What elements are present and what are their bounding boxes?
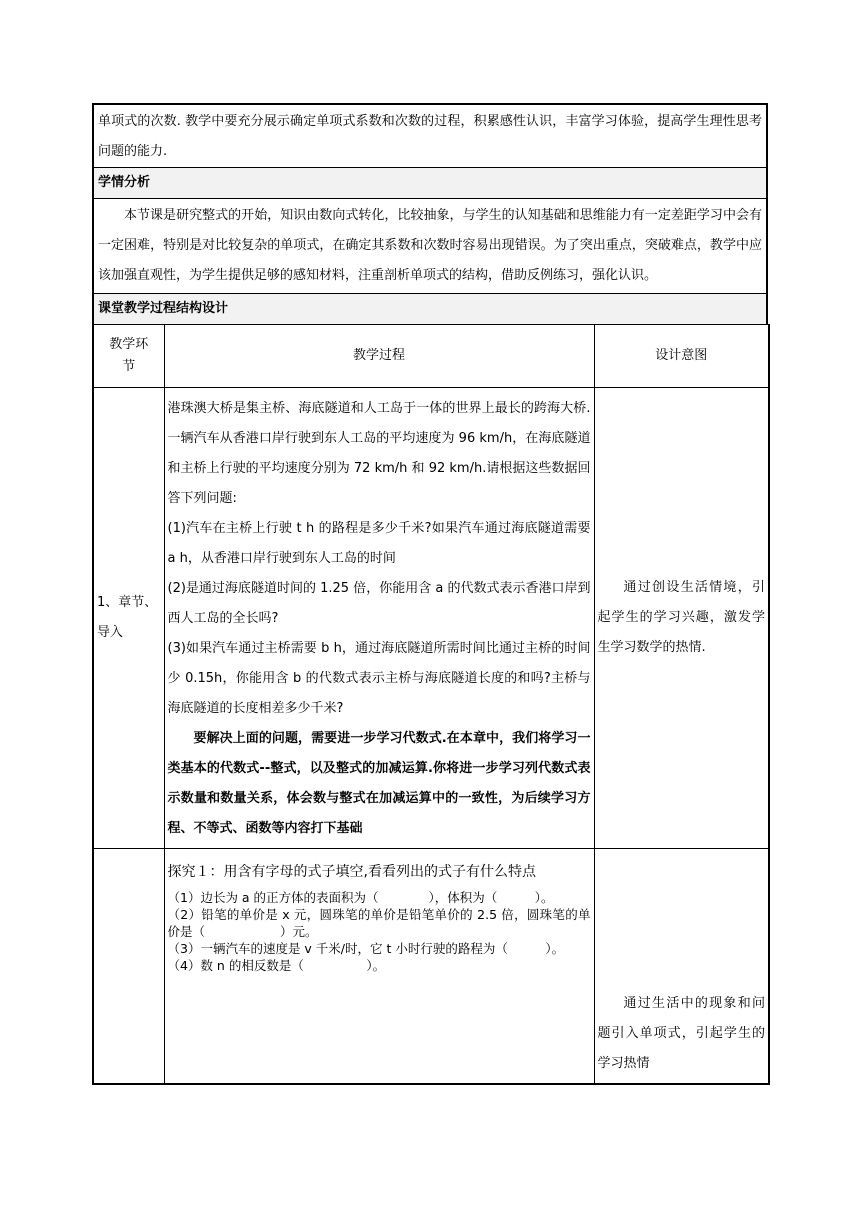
table-header-row — [93, 325, 769, 388]
process-explore — [164, 849, 594, 1085]
process-design-section — [92, 293, 768, 324]
explore-item-4: （4）数 n 的相反数是（ ）。 — [167, 958, 386, 973]
intro-paragraph: 港珠澳大桥是集主桥、海底隧道和人工岛于一体的世界上最长的跨海大桥.一辆汽车从香港口岸行驶到东人工岛的平均速度为 96 km/h，在海底隧道和主桥上行驶的平均速度分别为 72 km/h 和 92 km/h.请根据这些数据回答下列问题: — [167, 401, 591, 506]
question-2: (2)是通过海底隧道时间的 1.25 倍，你能用含 a 的代数式表示香港口岸到西人工岛的全长吗? — [167, 581, 591, 626]
table-row-intro — [93, 388, 769, 849]
explore-item-3: （3）一辆汽车的速度是 v 千米/时，它 t 小时行驶的路程为（ ）。 — [167, 941, 565, 956]
explore-item-2: （2）铅笔的单价是 x 元，圆珠笔的单价是铅笔单价的 2.5 倍，圆珠笔的单价是（ ）元。 — [167, 907, 591, 939]
process-design-heading: 课堂教学过程结构设计 — [94, 293, 766, 324]
explore-title: 探究１：用含有字母的式子填空,看看列出的式子有什么特点 — [167, 864, 536, 880]
intent-intro — [594, 388, 769, 849]
question-3: (3)如果汽车通过主桥需要 b h，通过海底隧道所需时间比通过主桥的时间少 0.15h，你能用含 b 的代数式表示主桥与海底隧道长度的和吗?主桥与海底隧道的长度相差多少千米? — [167, 641, 591, 716]
document-page — [92, 103, 768, 1085]
stage-explore — [93, 849, 164, 1085]
header-process: 教学过程 — [164, 325, 594, 388]
intent-explore — [594, 849, 769, 1085]
process-intro — [164, 388, 594, 849]
table-row-explore — [93, 849, 769, 1085]
top-paragraph: 单项式的次数. 教学中要充分展示确定单项式系数和次数的过程，积累感性认识，丰富学习体验，提高学生理性思考问题的能力. — [98, 114, 762, 159]
explore-item-1: （1）边长为 a 的正方体的表面积为（ ），体积为（ ）。 — [167, 890, 554, 905]
student-analysis-heading: 学情分析 — [94, 167, 766, 199]
explore-items — [168, 889, 591, 974]
student-analysis-section — [92, 167, 768, 293]
teaching-process-table — [92, 324, 770, 1085]
intent-intro-text: 通过创设生活情境，引起学生的学习兴趣，激发学生学习数学的热情. — [597, 580, 765, 655]
header-intent: 设计意图 — [594, 325, 769, 388]
question-1: (1)汽车在主桥上行驶 t h 的路程是多少千米?如果汽车通过海底隧道需要 a h，从香港口岸行驶到东人工岛的时间 — [167, 521, 591, 566]
summary-bold-text: 要解决上面的问题，需要进一步学习代数式.在本章中，我们将学习一类基本的代数式--整式，以及整式的加减运算.你将进一步学习列代数式表示数量和数量关系，体会数与整式在加减运算中的一致性，为后续学习方程、不等式、函数等内容打下基础 — [167, 731, 591, 836]
header-stage: 教学环节 — [93, 325, 164, 388]
intent-explore-text: 通过生活中的现象和问题引入单项式，引起学生的学习热情 — [597, 996, 765, 1071]
top-paragraph-block — [92, 103, 768, 167]
student-analysis-text: 本节课是研究整式的开始，知识由数向式转化，比较抽象，与学生的认知基础和思维能力有一定差距学习中会有一定困难，特别是对比较复杂的单项式，在确定其系数和次数时容易出现错误。为了突出重点，突破难点，教学中应该加强直观性，为学生提供足够的感知材料，注重剖析单项式的结构，借助反例练习，强化认识。 — [98, 208, 762, 283]
stage-intro: 1、章节、导入 — [93, 388, 164, 849]
